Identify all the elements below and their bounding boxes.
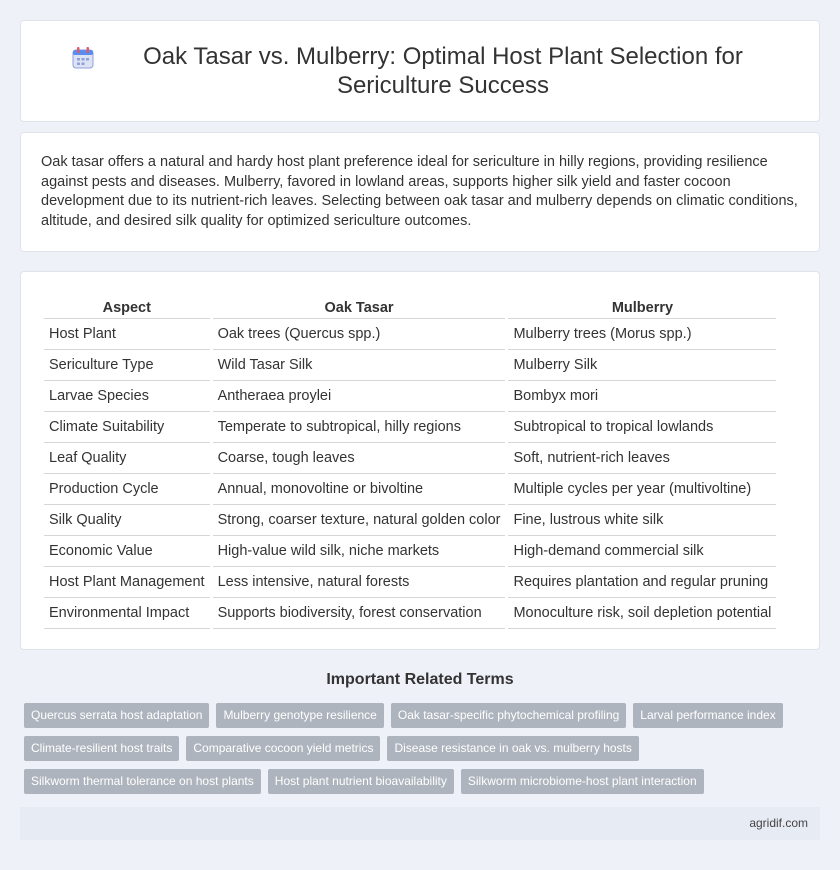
oak-tasar-cell: Antheraea proylei — [213, 381, 506, 412]
oak-tasar-cell: Coarse, tough leaves — [213, 443, 506, 474]
table-row — [44, 319, 776, 350]
header-aspect: Aspect — [44, 296, 210, 319]
mulberry-cell: Bombyx mori — [508, 381, 776, 412]
related-term-tag[interactable]: Silkworm thermal tolerance on host plants — [24, 769, 261, 794]
table-header-row — [44, 296, 776, 319]
oak-tasar-cell: High-value wild silk, niche markets — [213, 536, 506, 567]
table-row — [44, 381, 776, 412]
footer — [20, 807, 820, 840]
aspect-cell: Environmental Impact — [44, 598, 210, 629]
table-row — [44, 412, 776, 443]
table-row — [44, 505, 776, 536]
calendar-icon — [70, 45, 96, 71]
aspect-cell: Climate Suitability — [44, 412, 210, 443]
table-row — [44, 536, 776, 567]
related-term-tag[interactable]: Host plant nutrient bioavailability — [268, 769, 454, 794]
oak-tasar-cell: Strong, coarser texture, natural golden color — [213, 505, 506, 536]
aspect-cell: Larvae Species — [44, 381, 210, 412]
related-term-tag[interactable]: Larval performance index — [633, 703, 782, 728]
site-name[interactable]: agridif.com — [749, 816, 808, 830]
aspect-cell: Leaf Quality — [44, 443, 210, 474]
title-wrap — [70, 42, 770, 100]
table-row — [44, 567, 776, 598]
header-mulberry: Mulberry — [508, 296, 776, 319]
related-terms-heading: Important Related Terms — [326, 671, 514, 688]
header-oak-tasar: Oak Tasar — [213, 296, 506, 319]
oak-tasar-cell: Less intensive, natural forests — [213, 567, 506, 598]
oak-tasar-cell: Wild Tasar Silk — [213, 350, 506, 381]
mulberry-cell: Soft, nutrient-rich leaves — [508, 443, 776, 474]
summary-text: Oak tasar offers a natural and hardy host plant preference ideal for sericulture in hilly regions, providing resilience against pests and diseases. Mulberry, favored in lowland areas, supports higher silk yield and faster cocoon development due to its nutrient-rich leaves. Selecting between oak tasar and mulberry depends on climatic conditions, altitude, and desired silk quality for optimized sericulture outcomes. — [41, 154, 798, 229]
mulberry-cell: Monoculture risk, soil depletion potential — [508, 598, 776, 629]
table-row — [44, 598, 776, 629]
mulberry-cell: Fine, lustrous white silk — [508, 505, 776, 536]
aspect-cell: Economic Value — [44, 536, 210, 567]
oak-tasar-cell: Annual, monovoltine or bivoltine — [213, 474, 506, 505]
related-term-tag[interactable]: Climate-resilient host traits — [24, 736, 179, 761]
mulberry-cell: Mulberry trees (Morus spp.) — [508, 319, 776, 350]
oak-tasar-cell: Temperate to subtropical, hilly regions — [213, 412, 506, 443]
aspect-cell: Production Cycle — [44, 474, 210, 505]
comparison-table-card — [20, 271, 820, 650]
summary-card — [20, 132, 820, 252]
oak-tasar-cell: Supports biodiversity, forest conservation — [213, 598, 506, 629]
related-term-tag[interactable]: Quercus serrata host adaptation — [24, 703, 209, 728]
related-term-tag[interactable]: Silkworm microbiome-host plant interaction — [461, 769, 704, 794]
comparison-table — [41, 296, 779, 629]
aspect-cell: Sericulture Type — [44, 350, 210, 381]
related-term-tag[interactable]: Mulberry genotype resilience — [216, 703, 383, 728]
related-term-tag[interactable]: Comparative cocoon yield metrics — [186, 736, 380, 761]
mulberry-cell: Requires plantation and regular pruning — [508, 567, 776, 598]
table-row — [44, 474, 776, 505]
related-term-tag[interactable]: Disease resistance in oak vs. mulberry hosts — [387, 736, 638, 761]
aspect-cell: Host Plant — [44, 319, 210, 350]
related-term-tag[interactable]: Oak tasar-specific phytochemical profiling — [391, 703, 626, 728]
table-row — [44, 443, 776, 474]
page-title: Oak Tasar vs. Mulberry: Optimal Host Plant Selection for Sericulture Success — [143, 43, 743, 99]
mulberry-cell: Mulberry Silk — [508, 350, 776, 381]
mulberry-cell: Multiple cycles per year (multivoltine) — [508, 474, 776, 505]
related-terms-list — [24, 703, 804, 794]
mulberry-cell: Subtropical to tropical lowlands — [508, 412, 776, 443]
oak-tasar-cell: Oak trees (Quercus spp.) — [213, 319, 506, 350]
mulberry-cell: High-demand commercial silk — [508, 536, 776, 567]
aspect-cell: Silk Quality — [44, 505, 210, 536]
title-card — [20, 20, 820, 122]
aspect-cell: Host Plant Management — [44, 567, 210, 598]
table-row — [44, 350, 776, 381]
